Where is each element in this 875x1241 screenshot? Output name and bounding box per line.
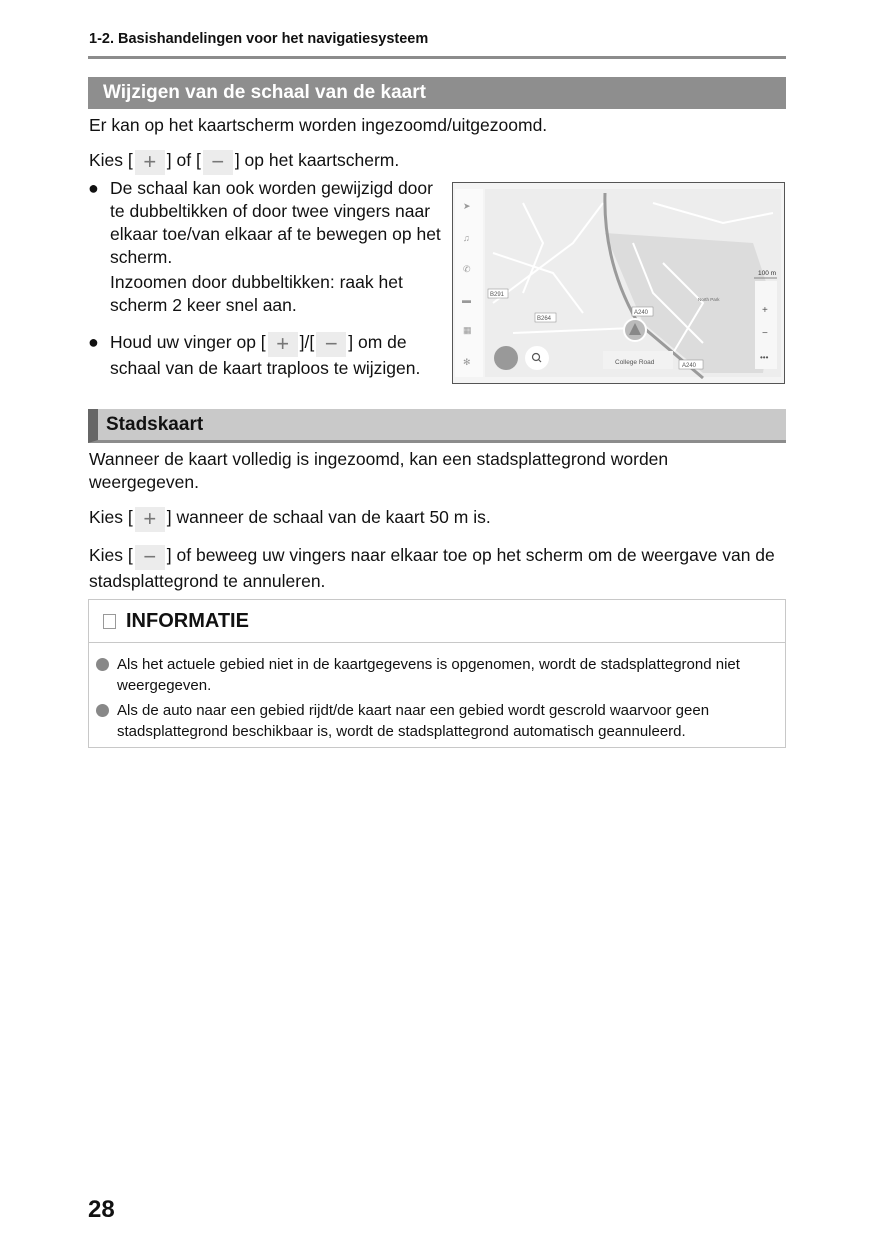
zoom-in-button: + bbox=[135, 507, 165, 532]
header-rule bbox=[88, 56, 786, 59]
text: Kies [ bbox=[89, 507, 133, 527]
text: ]/[ bbox=[299, 332, 315, 352]
svg-text:•••: ••• bbox=[760, 353, 769, 362]
bullet-icon: ● bbox=[88, 178, 99, 198]
text: ] op het kaartscherm. bbox=[234, 150, 400, 170]
text: Als het actuele gebied niet in de kaartgegevens is opgenomen, wordt de stadsplattegrond niet weergegeven. bbox=[117, 656, 740, 694]
section-title: Stadskaart bbox=[88, 409, 786, 443]
road-label: A240 bbox=[682, 363, 697, 369]
kies-line bbox=[89, 149, 399, 175]
text: De schaal kan ook worden gewijzigd door te dubbeltikken of door twee vingers naar elkaar toe/van elkaar af te bewegen op het scherm. bbox=[110, 178, 441, 267]
road-label: B291 bbox=[490, 292, 505, 298]
svg-text:✆: ✆ bbox=[463, 264, 471, 274]
book-icon bbox=[103, 614, 116, 629]
zoom-in-button: + bbox=[268, 332, 298, 357]
info-title: INFORMATIE bbox=[89, 600, 785, 643]
bullet-note: Inzoomen door dubbeltikken: raak het scherm 2 keer snel aan. bbox=[110, 272, 403, 315]
text: ] of beweeg uw vingers naar elkaar toe op het scherm om de weergave van de stadsplattegrond te annuleren. bbox=[89, 545, 775, 591]
text: Houd uw vinger op [ bbox=[110, 332, 266, 352]
text: Kies [ bbox=[89, 545, 133, 565]
zoom-in-button: + bbox=[135, 150, 165, 175]
svg-text:−: − bbox=[762, 328, 768, 339]
svg-text:▦: ▦ bbox=[463, 325, 472, 335]
svg-text:▬: ▬ bbox=[462, 295, 471, 305]
bullet-item bbox=[88, 331, 445, 380]
chapter-header: 1-2. Basishandelingen voor het navigatiesysteem bbox=[89, 31, 429, 47]
road-label: B264 bbox=[537, 316, 552, 322]
bullet-icon bbox=[96, 658, 109, 671]
bullet-item bbox=[88, 177, 445, 269]
text: ] om de schaal van de kaart traploos te wijzigen. bbox=[110, 332, 421, 378]
info-box bbox=[88, 599, 786, 748]
stadskaart-text: Wanneer de kaart volledig is ingezoomd, kan een stadsplattegrond worden weergegeven. bbox=[89, 449, 669, 492]
road-label-b291 bbox=[488, 289, 508, 298]
search-button bbox=[525, 346, 549, 370]
text: Kies [ bbox=[89, 150, 133, 170]
page-number: 28 bbox=[88, 1196, 115, 1223]
text: ] of [ bbox=[166, 150, 201, 170]
svg-text:✻: ✻ bbox=[463, 357, 471, 367]
intro-text: Er kan op het kaartscherm worden ingezoomd/uitgezoomd. bbox=[89, 115, 548, 135]
bullet-icon bbox=[96, 704, 109, 717]
section-title: Wijzigen van de schaal van de kaart bbox=[88, 77, 786, 109]
map-screenshot bbox=[452, 182, 785, 384]
text: ] wanneer de schaal van de kaart 50 m is. bbox=[166, 507, 491, 527]
info-item bbox=[117, 654, 782, 696]
zoom-out-button: − bbox=[203, 150, 233, 175]
info-item bbox=[117, 700, 782, 742]
park-label: North Park bbox=[698, 297, 720, 302]
zoom-out-button: − bbox=[135, 545, 165, 570]
kies-line bbox=[89, 544, 779, 593]
svg-text:♫: ♫ bbox=[463, 233, 470, 243]
svg-text:+: + bbox=[762, 305, 768, 316]
road-label: A240 bbox=[634, 310, 649, 316]
scale-label: 100 m bbox=[758, 270, 777, 277]
kies-line bbox=[89, 506, 491, 532]
bullet-icon: ● bbox=[88, 332, 99, 352]
text: Als de auto naar een gebied rijdt/de kaart naar een gebied wordt gescrold waarvoor geen stadsplattegrond beschikbaar is, wordt de stadsplattegrond automatisch geannuleerd. bbox=[117, 702, 710, 740]
street-name: College Road bbox=[615, 359, 655, 366]
zoom-out-button: − bbox=[316, 332, 346, 357]
voice-button bbox=[494, 346, 518, 370]
svg-text:➤: ➤ bbox=[463, 201, 471, 211]
